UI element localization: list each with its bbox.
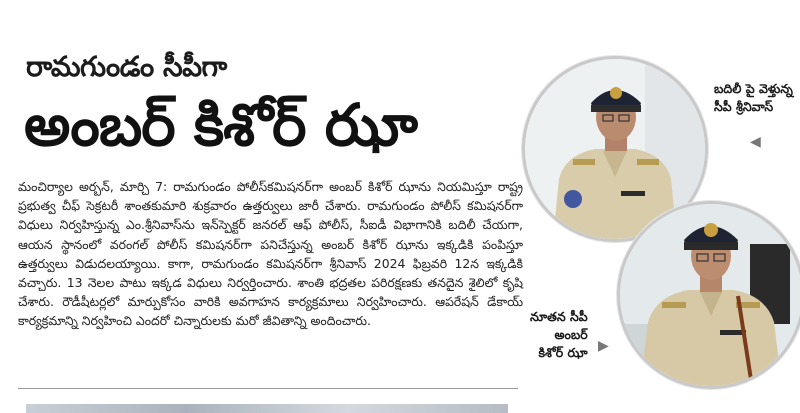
headline-kicker: రామగుండం సీపీగా (26, 50, 227, 83)
article-body (18, 177, 523, 331)
caption-line: బదిలీ పై వెళ్తున్న (714, 81, 793, 96)
officer-portrait-icon (620, 204, 800, 386)
caption-line: సీపీ శ్రీనివాస్ (714, 99, 774, 114)
caption-line: నూతన సీపీ (530, 309, 588, 324)
next-photo-edge (26, 404, 508, 413)
caption-line: అంబర్ (554, 327, 588, 342)
left-arrow-icon: ◀ (750, 134, 761, 150)
column-divider (18, 388, 518, 389)
outgoing-cp-caption (714, 80, 793, 116)
right-arrow-icon: ▶ (598, 338, 609, 354)
incoming-cp-photo (617, 201, 800, 389)
incoming-cp-caption (530, 308, 588, 362)
headline: అంబర్ కిశోర్ ఝా (24, 91, 417, 159)
caption-line: కిశోర్ ఝా (538, 345, 588, 360)
article-paragraph: మంచిర్యాల అర్బన్, మార్చి 7: రామగుండం పోలీస్‌కమిషనర్‌గా అంబర్ కిశోర్ ఝాను నియమిస్తూ రాష్ట్ర ప్రభుత్వ చీఫ్ సెక్రటరీ శాంతకుమారి శుక్రవారం ఉత్తర్వులు జారీ చేశారు. రామగుండం పోలీస్ కమిషనర్‌గా విధులు నిర్వహిస్తున్న ఎం.శ్రీనివాస్‌ను ఇన్‌స్పెక్టర్ జనరల్ ఆఫ్ పోలీస్, సీఐడీ విభాగానికి బదిలీ చేయగా, ఆయన స్థానంలో వరంగల్ పోలీస్ కమిషనర్‌గా పనిచేస్తున్న అంబర్ కిశోర్ ఝాను ఇక్కడికి పంపిస్తూ ఉత్తర్వులు విడుదలయ్యాయి. కాగా, రామగుండం కమిషనర్‌గా శ్రీనివాస్ 2024 ఫిబ్రవరి 12న ఇక్కడికి వచ్చారు. 13 నెలల పాటు ఇక్కడ విధులు నిర్వర్తించారు. శాంతి భద్రతల పరిరక్షణకు తనదైన శైలిలో కృషి చేశారు. రౌడీషీటర్లలో మార్పుకోసం వారికి అవగాహన కార్యక్రమాలు నిర్వహించారు. ఆపరేషన్ డేకాయ్ కార్యక్రమాన్ని నిర్వహించి ఎందరో చిన్నారులకు మరో జీవితాన్ని అందించారు. (18, 179, 523, 329)
